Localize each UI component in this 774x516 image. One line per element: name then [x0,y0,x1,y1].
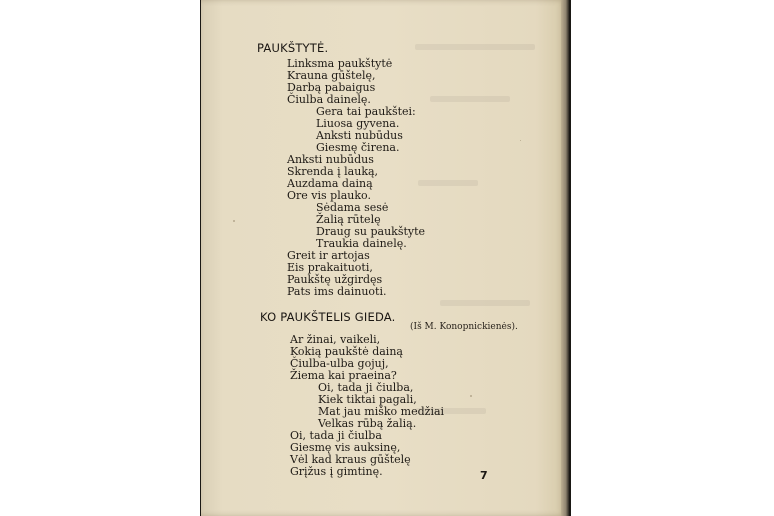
poem-line: Mat jau miško medžiai [318,405,445,418]
poem-title: KO PAUKŠTELIS GIEDA. [260,310,396,324]
page-number: 7 [480,469,488,482]
poem-line: Darbą pabaigus [287,81,376,94]
poem-line: Oi, tada ji čiulba [290,429,382,442]
book-page [201,0,565,516]
poem-line: Greit ir artojas [287,249,370,262]
paper-speck [520,140,521,141]
poem-line: Linksma paukštytė [287,57,393,70]
poem-line: Žiema kai praeina? [290,369,397,382]
show-through-mark [440,300,530,306]
poem-line: Pats ims dainuoti. [287,285,387,298]
poem-attribution: (Iš M. Konopnickienės). [410,322,518,332]
poem-line: Giesmę čirena. [316,141,400,154]
poem-line: Skrenda į lauką, [287,165,379,178]
poem-line: Traukia dainelę. [316,237,407,250]
show-through-mark [415,44,535,50]
poem-line: Kokią paukštė dainą [290,345,403,358]
paper-speck [470,395,472,397]
poem-line: Velkas rūbą žalią. [318,417,417,430]
poem-line: Ore vis plauko. [287,189,371,202]
poem-line: Anksti nubūdus [316,129,403,142]
poem-line: Gera tai paukštei: [316,105,416,118]
poem-line: Vėl kad kraus gūštelę [290,453,411,466]
poem-line: Auzdama dainą [287,177,373,190]
poem-line: Paukštę užgirdęs [287,273,383,286]
poem-line: Čiulba-ulba gojuj, [290,357,389,370]
page-edge [561,0,569,516]
poem-line: Grįžus į gimtinę. [290,465,383,478]
poem-line: Ar žinai, vaikeli, [290,333,381,346]
poem-line: Giesmę vis auksinę, [290,441,401,454]
poem-line: Sėdama sesė [316,201,389,214]
poem-line: Krauna gūštelę, [287,69,376,82]
poem-line: Draug su paukštyte [316,225,426,238]
poem-line: Oi, tada ji čiulba, [318,381,414,394]
poem-line: Čiulba dainelę. [287,93,371,106]
show-through-mark [430,96,510,102]
poem-line: Eis prakaituoti, [287,261,373,274]
poem-line: Liuosa gyvena. [316,117,400,130]
poem-line: Anksti nubūdus [287,153,374,166]
paper-speck [233,220,235,222]
show-through-mark [418,180,478,186]
poem-title: PAUKŠTYTĖ. [257,41,329,55]
poem-line: Kiek tiktai pagali, [318,393,417,406]
poem-line: Žalią rūtelę [316,213,381,226]
